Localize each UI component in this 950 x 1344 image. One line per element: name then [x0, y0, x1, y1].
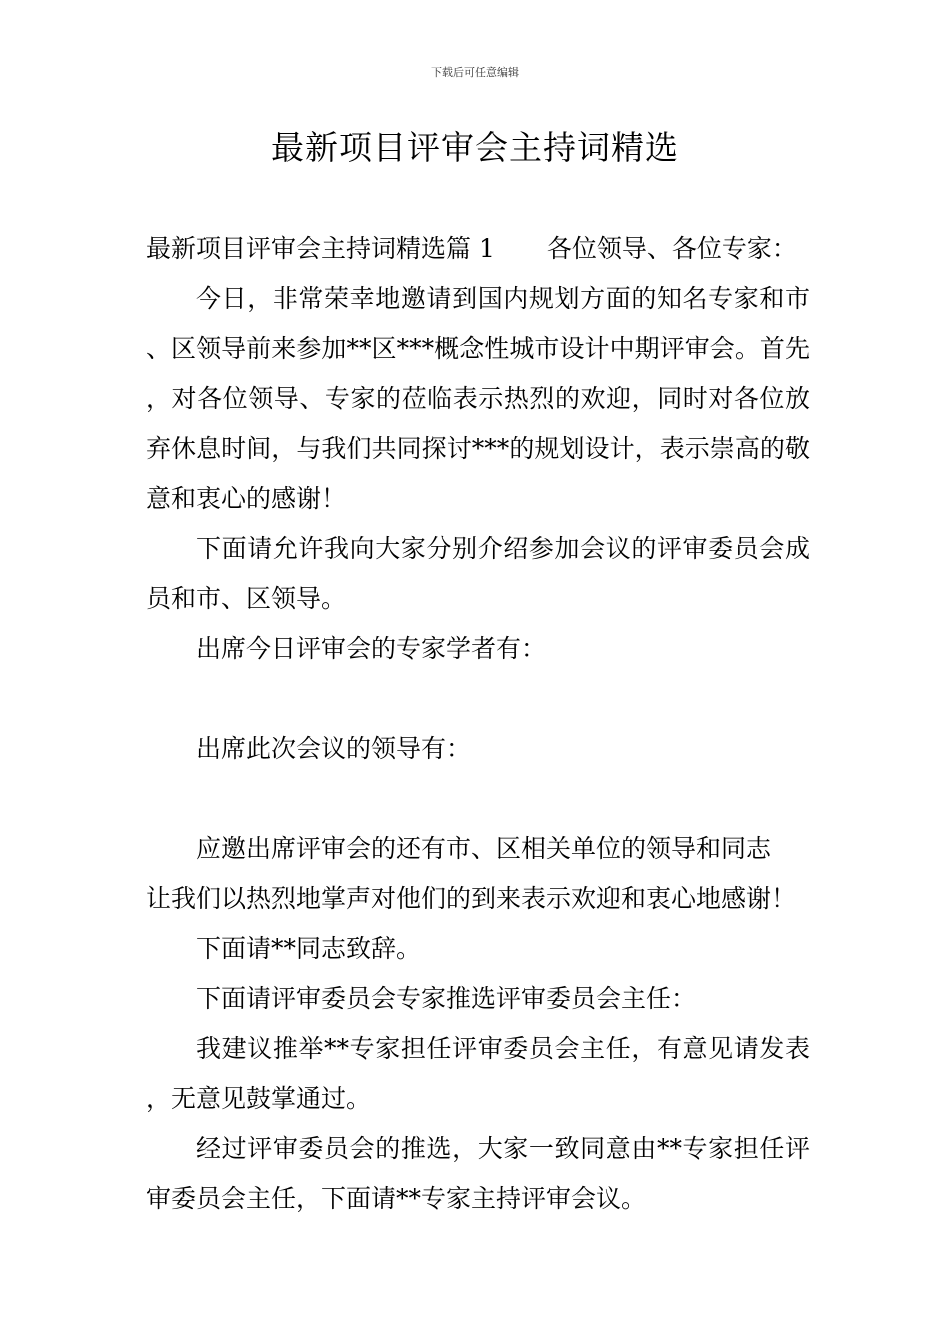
paragraph-chair-elected: 经过评审委员会的推选，大家一致同意由**专家担任评审委员会主任，下面请**专家主持评审会议。	[146, 1134, 810, 1213]
blank-line	[146, 774, 810, 824]
article-label: 最新项目评审会主持词精选篇 1	[146, 234, 495, 263]
page-header-note: 下载后可任意编辑	[431, 66, 519, 79]
salutation: 各位领导、各位专家：	[546, 234, 797, 263]
paragraph-welcome: 今日，非常荣幸地邀请到国内规划方面的知名专家和市、区领导前来参加**区***概念性城市设计中期评审会。首先，对各位领导、专家的莅临表示热烈的欢迎，同时对各位放弃休息时间，与我们共同探讨***的规划设计，表示崇高的敬意和衷心的感谢！	[146, 284, 810, 513]
paragraph-introduction: 下面请允许我向大家分别介绍参加会议的评审委员会成员和市、区领导。	[146, 534, 810, 613]
document-title: 最新项目评审会主持词精选	[271, 128, 679, 167]
paragraph-nomination-call: 下面请评审委员会专家推选评审委员会主任：	[196, 984, 697, 1013]
intro-line	[146, 224, 810, 274]
document-body	[146, 224, 810, 1224]
paragraph-applause: 让我们以热烈地掌声对他们的到来表示欢迎和衷心地感谢！	[146, 884, 797, 913]
blank-line	[146, 674, 810, 724]
paragraph-experts: 出席今日评审会的专家学者有：	[196, 634, 547, 663]
paragraph-other-attendees: 应邀出席评审会的还有市、区相关单位的领导和同志	[196, 834, 772, 863]
paragraph-speech: 下面请**同志致辞。	[196, 934, 422, 963]
paragraph-nomination: 我建议推举**专家担任评审委员会主任，有意见请发表，无意见鼓掌通过。	[146, 1034, 810, 1113]
paragraph-leaders: 出席此次会议的领导有：	[196, 734, 472, 763]
